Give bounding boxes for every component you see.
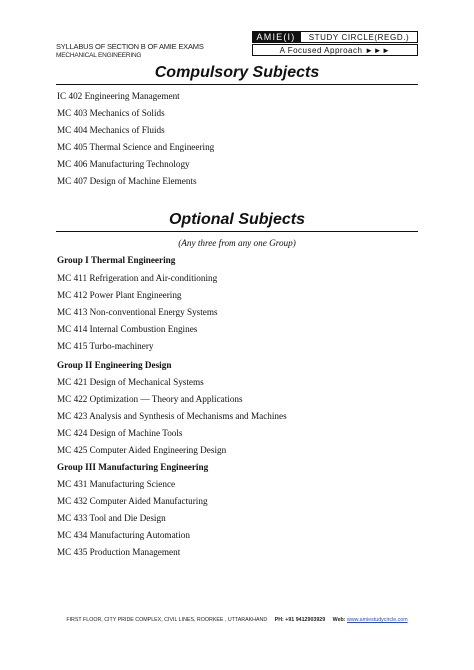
- optional-subject-item: MC 415 Turbo-machinery: [57, 341, 154, 351]
- optional-subject-item: MC 413 Non-conventional Energy Systems: [57, 307, 218, 317]
- optional-selection-note: (Any three from any one Group): [178, 238, 296, 248]
- compulsory-subject-item: MC 406 Manufacturing Technology: [57, 159, 190, 169]
- optional-subject-item: MC 424 Design of Machine Tools: [57, 428, 183, 438]
- optional-subjects-title: Optional Subjects: [168, 211, 305, 228]
- compulsory-subject-item: MC 405 Thermal Science and Engineering: [57, 142, 215, 152]
- optional-subject-item: MC 434 Manufacturing Automation: [57, 530, 190, 540]
- optional-subject-item: MC 432 Computer Aided Manufacturing: [57, 496, 208, 506]
- page-footer: [0, 617, 474, 623]
- optional-subject-item: MC 431 Manufacturing Science: [57, 479, 176, 489]
- compulsory-subjects-title: Compulsory Subjects: [154, 64, 320, 81]
- optional-subject-item: MC 435 Production Management: [57, 547, 181, 557]
- footer-website-link[interactable]: www.amiestudycircle.com: [347, 617, 408, 623]
- compulsory-subject-item: MC 407 Design of Machine Elements: [57, 176, 197, 186]
- compulsory-subject-item: IC 402 Engineering Management: [57, 91, 180, 101]
- badge-study-circle-label: STUDY CIRCLE(REGD.): [300, 31, 418, 43]
- document-header: [56, 42, 204, 60]
- optional-subject-item: MC 421 Design of Mechanical Systems: [57, 377, 204, 387]
- optional-title-rule: [56, 231, 418, 232]
- header-syllabus-title: SYLLABUS OF SECTION B OF AMIE EXAMS: [56, 42, 204, 51]
- group-heading: Group III Manufacturing Engineering: [57, 462, 209, 472]
- compulsory-subject-item: MC 403 Mechanics of Solids: [57, 108, 165, 118]
- badge-amie-label: AMIE(I): [252, 31, 300, 43]
- optional-subject-item: MC 422 Optimization — Theory and Applications: [57, 394, 243, 404]
- group-heading: Group I Thermal Engineering: [57, 255, 176, 265]
- optional-subject-item: MC 412 Power Plant Engineering: [57, 290, 182, 300]
- optional-subject-item: MC 433 Tool and Die Design: [57, 513, 166, 523]
- footer-address: FIRST FLOOR, CITY PRIDE COMPLEX, CIVIL LINES, ROORKEE , UTTARAKHAND: [66, 617, 268, 623]
- compulsory-subject-item: MC 404 Mechanics of Fluids: [57, 125, 165, 135]
- tagline: A Focused Approach ►►►: [252, 44, 418, 56]
- footer-web-label: Web:: [332, 617, 346, 623]
- group-heading: Group II Engineering Design: [57, 360, 172, 370]
- header-branch: MECHANICAL ENGINEERING: [56, 52, 142, 59]
- footer-phone: PH: +91 9412903929: [274, 617, 326, 623]
- study-circle-badge: [252, 31, 418, 43]
- compulsory-title-rule: [56, 84, 418, 85]
- optional-subject-item: MC 411 Refrigeration and Air-conditioning: [57, 273, 218, 283]
- optional-subject-item: MC 423 Analysis and Synthesis of Mechanisms and Machines: [57, 411, 287, 421]
- optional-subject-item: MC 414 Internal Combustion Engines: [57, 324, 198, 334]
- optional-subject-item: MC 425 Computer Aided Engineering Design: [57, 445, 227, 455]
